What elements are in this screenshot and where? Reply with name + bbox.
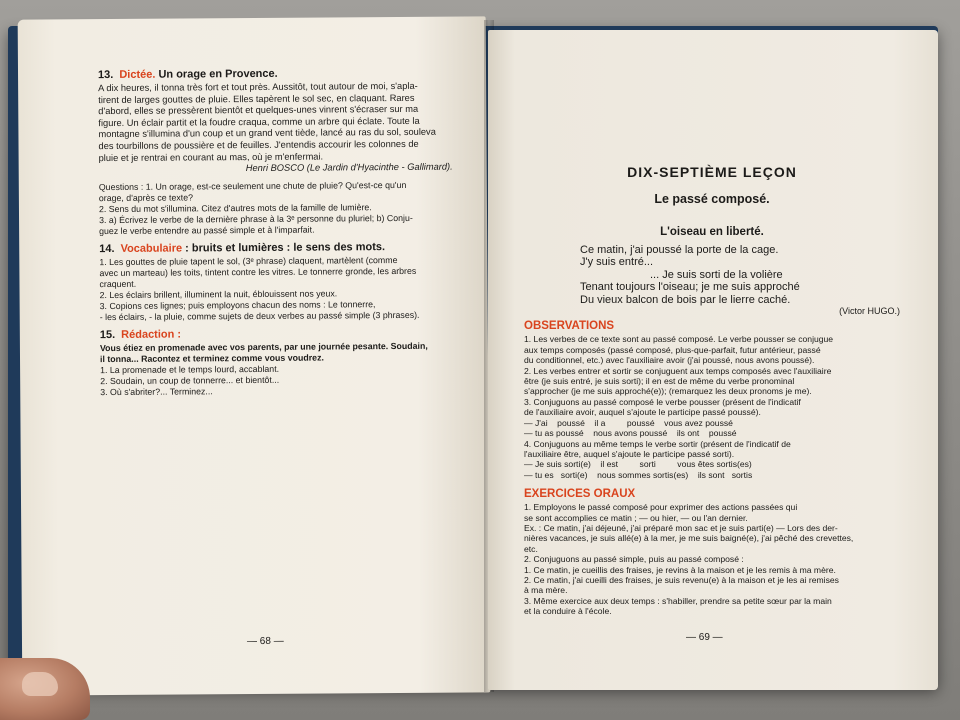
text-line: pluie et je rentrai en courant au mas, où je m'enfermai. (98, 151, 324, 163)
text-line: des tourbillons de poussière et de feuilles. J'entendis accourir les colonnes de (98, 138, 419, 152)
text-line: l'auxiliaire être, auquel s'ajoute le participe passé sorti). (524, 448, 735, 459)
text-line: guez le verbe entendre au passé simple et à l'imparfait. (99, 224, 315, 236)
text-line: 2. Ce matin, j'ai cueilli des fraises, je suis revenu(e) à la maison et je les ai remises (524, 574, 839, 585)
text-line: être (je suis entré, je suis sorti); il en est de même du verbe pronominal (524, 376, 795, 387)
exercise-13-title: Un orage en Provence. (158, 67, 278, 81)
text-line: de l'auxiliaire avoir, auquel s'ajoute le participe passé poussé). (524, 407, 761, 418)
text-line: avec un marteau) les toits, tintent contre les vitres. Le tonnerre gronde, les arbres (99, 265, 417, 278)
text-line: 3. Même exercice aux deux temps : s'habiller, prendre sa petite sœur par la main (524, 595, 832, 606)
text-line: 1. Les gouttes de pluie tapent le sol, (3ᵉ phrase) claquent, martèlent (comme (99, 254, 398, 267)
text-line: du conditionnel, etc.) avec l'auxiliaire avoir (j'ai poussé, nous avons poussé). (524, 355, 815, 366)
exercise-13-label: Dictée. (119, 68, 156, 81)
poem-line: J'y suis entré... (580, 256, 654, 269)
lesson-title: DIX-SEPTIÈME LEÇON (627, 164, 797, 180)
dictee-text (98, 81, 453, 176)
text-line: 2. Sens du mot s'illumina. Citez d'autres mots de la famille de lumière. (98, 201, 372, 214)
redaction-text (100, 340, 454, 397)
poem-line: Ce matin, j'ai poussé la porte de la cage. (580, 244, 779, 256)
poem-line: ... Je suis sorti de la volière (650, 268, 783, 281)
exercise-14-title: : bruits et lumières : le sens des mots. (185, 240, 386, 255)
text-line: etc. (524, 543, 538, 554)
exercise-15-number: 15. (99, 328, 116, 341)
left-page (18, 16, 491, 695)
text-line: nières vacances, je suis allé(e) à la mer, je me suis baigné(e), j'ai pêché des crevettes, (524, 533, 854, 544)
exercices-title: EXERCICES ORAUX (524, 488, 636, 501)
observations-block (524, 334, 900, 480)
text-line: 2. Conjuguons au passé simple, puis au passé composé : (524, 554, 744, 565)
dictee-source: Henri BOSCO (Le Jardin d'Hyacinthe - Gallimard). (245, 161, 453, 174)
poem-line: Tenant toujours l'oiseau; je me suis approché (580, 281, 800, 294)
exercise-15-label: Rédaction : (121, 328, 182, 341)
text-line: à ma mère. (524, 585, 568, 596)
page-number-right: — 69 — (686, 632, 723, 643)
exercise-14-label: Vocabulaire (120, 242, 183, 255)
questions-block (99, 179, 453, 236)
text-line: s'approcher (je me suis approché(e)); (remarquez les deux pronoms je me). (524, 386, 812, 397)
text-line: se sont accomplies ce matin ; — ou hier, — ou l'an dernier. (524, 512, 748, 523)
page-number-left: — 68 — (246, 635, 284, 648)
lesson-subtitle: Le passé composé. (654, 192, 770, 206)
exercise-14-number: 14. (99, 242, 115, 255)
text-line: — J'ai poussé il a poussé vous avez poussé (524, 417, 733, 428)
text-line: 3. Où s'abriter?... Terminez... (100, 386, 213, 397)
poem-line: Du vieux balcon de bois par le lierre caché. (580, 293, 791, 306)
text-line: 2. Les verbes entrer et sortir se conjuguent aux temps composés avec l'auxiliaire (524, 365, 832, 376)
text-line: et la conduire à l'école. (524, 606, 612, 617)
right-page (488, 30, 938, 690)
thumbnail (22, 672, 58, 696)
text-line: tirent de larges gouttes de pluie. Elles tapèrent le sol sec, en claquant. Rares (98, 92, 415, 105)
text-line: Vous étiez en promenade avec vos parents, par une journée pesante. Soudain, (99, 340, 428, 353)
vocabulaire-text (99, 254, 453, 322)
text-line: orage, d'après ce texte? (98, 192, 194, 203)
text-line: 1. Les verbes de ce texte sont au passé composé. Le verbe pousser se conjugue (524, 334, 834, 345)
text-line: 3. Conjuguons au passé composé le verbe pousser (présent de l'indicatif (524, 396, 801, 407)
text-line: Questions : 1. Un orage, est-ce seulement une chute de pluie? Qu'est-ce qu'un (98, 179, 407, 192)
text-line: Ex. : Ce matin, j'ai déjeuné, j'ai préparé mon sac et je suis parti(e) — Lors des der- (524, 522, 838, 533)
text-line: A dix heures, il tonna très fort et tout près. Aussitôt, tout autour de moi, s'apla- (98, 80, 418, 94)
text-line: 3. Copions ces lignes; puis employons chacun des noms : Le tonnerre, (99, 298, 376, 311)
exercices-block (524, 502, 900, 616)
text-line: 1. La promenade et le temps lourd, accablant. (100, 363, 280, 375)
text-line: 3. a) Écrivez le verbe de la dernière phrase à la 3ᵉ personne du pluriel; b) Conju- (99, 212, 413, 225)
text-line: d'abord, elles se pressèrent bientôt et quelques-unes vinrent s'écraser sur ma (98, 104, 419, 117)
exercise-13-heading (98, 67, 452, 81)
text-line: - les éclairs, - la pluie, comme sujets de deux verbes au passé simple (3 phrases). (99, 309, 420, 322)
poem-title: L'oiseau en liberté. (660, 226, 764, 238)
text-line: 1. Employons le passé composé pour exprimer des actions passées qui (524, 502, 798, 513)
poem-author: (Victor HUGO.) (839, 306, 900, 317)
text-line: figure. Un éclair partit et la foudre craqua, comme un arbre qui éclate. Toute la (98, 115, 420, 128)
exercise-13-number: 13. (97, 68, 114, 82)
exercise-14-heading (99, 240, 453, 254)
text-line: 2. Soudain, un coup de tonnerre... et bientôt... (100, 374, 280, 386)
text-line: 1. Ce matin, je cueillis des fraises, je revins à la maison et je les remis à ma mère. (524, 564, 836, 575)
exercise-15-heading (100, 326, 454, 340)
text-line: — Je suis sorti(e) il est sorti vous êtes sortis(es) (524, 459, 752, 470)
observations-title: OBSERVATIONS (524, 320, 615, 333)
poem (524, 244, 900, 306)
text-line: montagne s'illumina d'un coup et un grand vent tiède, lancé au ras du sol, souleva (98, 127, 436, 140)
text-line: 4. Conjuguons au même temps le verbe sortir (présent de l'indicatif de (524, 438, 791, 449)
text-line: craquent. (99, 278, 137, 289)
text-line: aux temps composés (passé composé, plus-que-parfait, futur antérieur, passé (524, 344, 821, 355)
text-line: il tonna... Racontez et terminez comme vous voudrez. (99, 352, 324, 364)
text-line: — tu as poussé nous avons poussé ils ont poussé (524, 428, 737, 439)
text-line: 2. Les éclairs brillent, illuminent la nuit, éblouissent nos yeux. (99, 288, 338, 300)
text-line: — tu es sorti(e) nous sommes sortis(es) ils sont sortis (524, 469, 753, 480)
